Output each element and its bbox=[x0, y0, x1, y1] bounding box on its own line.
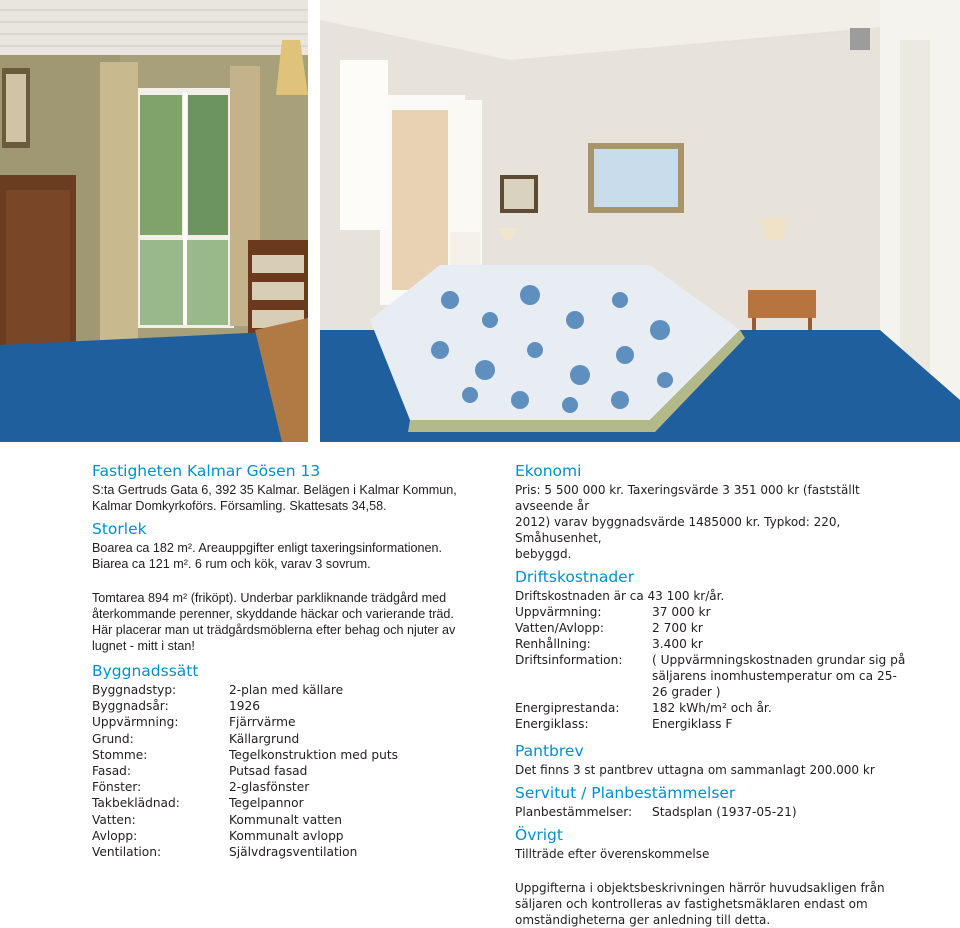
row-label: Fönster: bbox=[92, 780, 142, 795]
size-text: Boarea ca 182 m². Areauppgifter enligt taxeringsinformationen. bbox=[92, 541, 443, 555]
cost-row bbox=[515, 636, 915, 652]
row-label: Energiprestanda: bbox=[515, 701, 620, 715]
living-room-photo bbox=[0, 0, 308, 442]
economy-text: bebyggd. bbox=[515, 547, 572, 561]
row-label: Renhållning: bbox=[515, 637, 591, 651]
property-details-column bbox=[92, 460, 492, 860]
cost-row bbox=[515, 620, 915, 636]
row-label: Vatten/Avlopp: bbox=[515, 621, 605, 635]
row-value: Stadsplan (1937-05-21) bbox=[652, 805, 797, 819]
row-label: Grund: bbox=[92, 731, 134, 746]
construction-row bbox=[92, 714, 492, 730]
construction-row bbox=[92, 828, 492, 844]
row-value: Fjärrvärme bbox=[229, 715, 296, 730]
row-label: Stomme: bbox=[92, 747, 148, 762]
construction-heading: Byggnadssätt bbox=[92, 662, 199, 680]
operating-costs-heading: Driftskostnader bbox=[515, 568, 635, 586]
property-title: Fastigheten Kalmar Gösen 13 bbox=[92, 462, 321, 480]
plot-text: Här placerar man ut trädgårdsmöblerna efter behag och njuter av bbox=[92, 623, 456, 637]
row-value: Putsad fasad bbox=[229, 764, 308, 779]
energy-row bbox=[515, 700, 915, 716]
economy-heading: Ekonomi bbox=[515, 462, 582, 480]
row-label: Vatten: bbox=[92, 812, 136, 827]
row-label: Ventilation: bbox=[92, 845, 162, 860]
economy-column bbox=[515, 460, 915, 928]
row-value: 2-glasfönster bbox=[229, 780, 310, 795]
disclaimer-text: säljaren och kontrolleras av fastighetsmäklaren endast om bbox=[515, 897, 868, 911]
row-label: Fasad: bbox=[92, 764, 132, 779]
energy-row bbox=[515, 716, 915, 732]
row-value: 2-plan med källare bbox=[229, 683, 344, 697]
other-heading: Övrigt bbox=[515, 826, 563, 844]
row-label: Planbestämmelser: bbox=[515, 805, 633, 819]
plot-text: återkommande perenner, skyddande häckar och varierande träd. bbox=[92, 607, 454, 621]
plan-row bbox=[515, 804, 915, 820]
address-line: Kalmar Domkyrkoförs. Församling. Skattesats 34,58. bbox=[92, 499, 387, 513]
address-line: S:ta Gertruds Gata 6, 392 35 Kalmar. Belägen i Kalmar Kommun, bbox=[92, 483, 457, 497]
easement-heading: Servitut / Planbestämmelser bbox=[515, 784, 736, 802]
economy-text: 2012) varav byggnadsvärde 1485000 kr. Typkod: 220, Småhusenhet, bbox=[515, 515, 841, 545]
construction-row bbox=[92, 844, 492, 860]
mortgage-text: Det finns 3 st pantbrev uttagna om sammanlagt 200.000 kr bbox=[515, 763, 875, 777]
size-text: Biarea ca 121 m². 6 rum och kök, varav 3 sovrum. bbox=[92, 557, 371, 571]
construction-table bbox=[92, 682, 492, 860]
row-value: 37 000 kr bbox=[652, 605, 711, 619]
construction-row bbox=[92, 731, 492, 747]
row-label: Byggnadsår: bbox=[92, 699, 169, 714]
row-value: Tegelkonstruktion med puts bbox=[229, 747, 399, 762]
disclaimer-text: omständigheterna ger anledning till detta. bbox=[515, 913, 771, 927]
row-value: Källargrund bbox=[229, 731, 300, 746]
construction-row bbox=[92, 698, 492, 714]
row-value: Kommunalt avlopp bbox=[229, 828, 344, 843]
construction-row bbox=[92, 795, 492, 811]
row-value: 3.400 kr bbox=[652, 637, 703, 651]
disclaimer-text: Uppgifterna i objektsbeskrivningen härrör huvudsakligen från bbox=[515, 881, 885, 895]
row-label: Byggnadstyp: bbox=[92, 683, 177, 697]
row-value: ( Uppvärmningskostnaden grundar sig på säljarens inomhustemperatur om ca 25-26 grader ) bbox=[652, 653, 906, 699]
row-label: Takbeklädnad: bbox=[92, 796, 180, 811]
plot-text: Tomtarea 894 m² (friköpt). Underbar parkliknande trädgård med bbox=[92, 591, 447, 605]
plot-text: lugnet - mitt i stan! bbox=[92, 639, 195, 653]
size-heading: Storlek bbox=[92, 520, 147, 538]
row-label: Driftsinformation: bbox=[515, 653, 623, 667]
row-label: Uppvärmning: bbox=[515, 605, 602, 619]
row-value: Energiklass F bbox=[652, 717, 733, 731]
mortgage-heading: Pantbrev bbox=[515, 742, 584, 760]
operating-costs-summary: Driftskostnaden är ca 43 100 kr/år. bbox=[515, 589, 725, 603]
bedroom-photo bbox=[320, 0, 960, 442]
construction-row bbox=[92, 763, 492, 779]
construction-row bbox=[92, 812, 492, 828]
row-value: Tegelpannor bbox=[229, 796, 304, 811]
construction-row bbox=[92, 779, 492, 795]
row-value: 1926 bbox=[229, 699, 261, 714]
cost-row bbox=[515, 604, 915, 620]
construction-row bbox=[92, 682, 492, 698]
operating-info-row bbox=[515, 652, 915, 700]
row-value: 2 700 kr bbox=[652, 621, 703, 635]
other-text: Tillträde efter överenskommelse bbox=[515, 847, 710, 861]
construction-row bbox=[92, 747, 492, 763]
row-value: Självdragsventilation bbox=[229, 845, 358, 860]
row-label: Avlopp: bbox=[92, 828, 138, 843]
row-label: Energiklass: bbox=[515, 717, 589, 731]
row-value: 182 kWh/m² och år. bbox=[652, 701, 772, 715]
row-value: Kommunalt vatten bbox=[229, 812, 343, 827]
economy-text: Pris: 5 500 000 kr. Taxeringsvärde 3 351 000 kr (fastställt avseende år bbox=[515, 483, 860, 513]
row-label: Uppvärmning: bbox=[92, 715, 179, 730]
